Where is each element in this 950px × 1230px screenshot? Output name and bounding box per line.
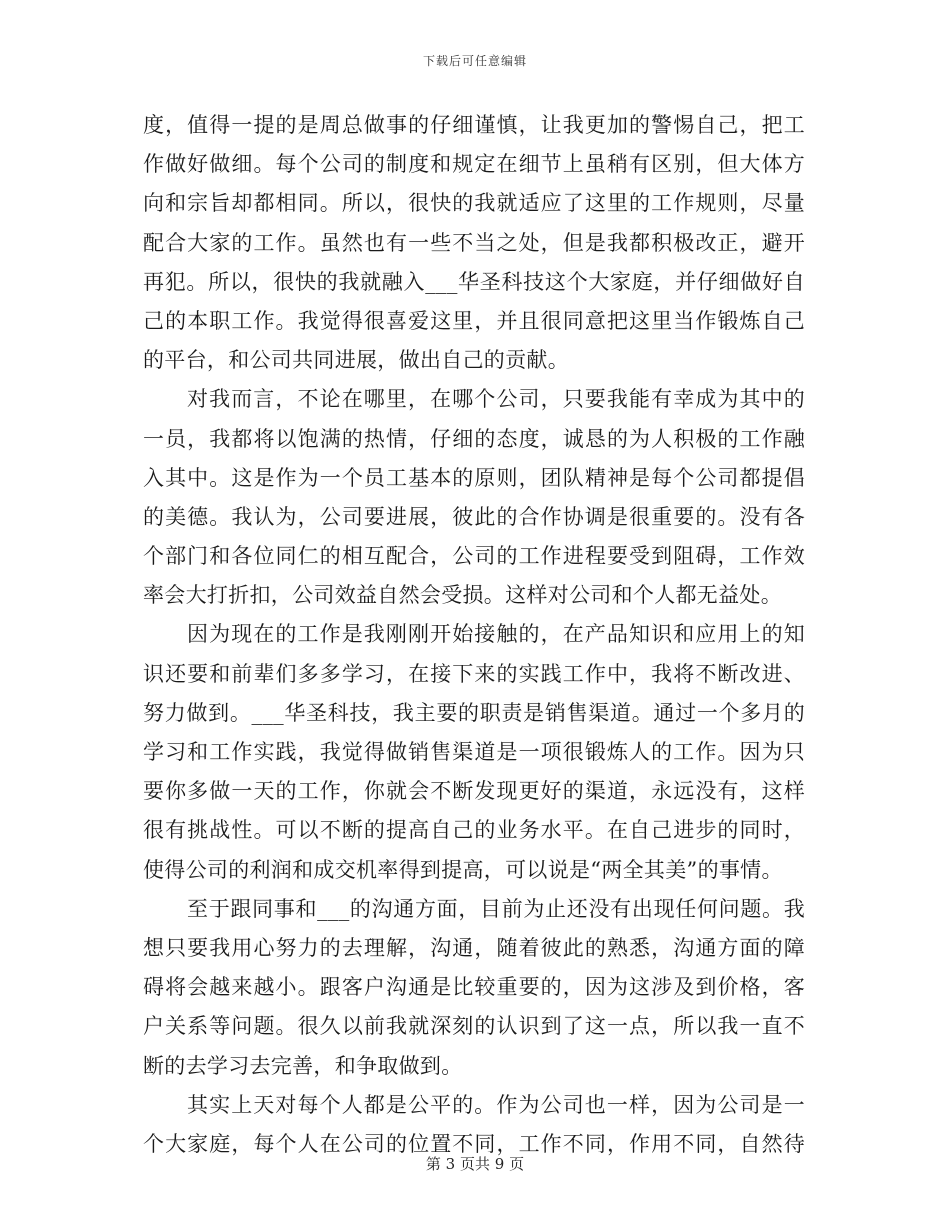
paragraph-4-line: 断的去学习去完善，和争取做到。 <box>143 1053 463 1078</box>
paragraph-5-line: 其实上天对每个人都是公平的。作为公司也一样，因为公司是一 <box>187 1092 805 1117</box>
paragraph-2-line: 一员，我都将以饱满的热情，仔细的态度，诚恳的为人积极的工作融 <box>143 426 805 451</box>
paragraph-4-line: 户关系等问题。很久以前我就深刻的认识到了这一点，所以我一直不 <box>143 1014 805 1039</box>
paragraph-1-line: 再犯。所以，很快的我就融入___华圣科技这个大家庭，并仔细做好自 <box>143 269 805 294</box>
paragraph-3-line: 识还要和前辈们多多学习，在接下来的实践工作中，我将不断改进、 <box>143 661 805 686</box>
page-header: 下载后可任意编辑 <box>422 54 527 68</box>
paragraph-2-line: 对我而言，不论在哪里，在哪个公司，只要我能有幸成为其中的 <box>187 387 805 412</box>
paragraph-3-line: 努力做到。___华圣科技，我主要的职责是销售渠道。通过一个多月的 <box>143 700 805 725</box>
paragraph-4-line: 想只要我用心努力的去理解，沟通，随着彼此的熟悉，沟通方面的障 <box>143 935 805 960</box>
paragraph-1-line: 度，值得一提的是周总做事的仔细谨慎，让我更加的警惕自己，把工 <box>143 113 805 137</box>
paragraph-3-line: 很有挑战性。可以不断的提高自己的业务水平。在自己进步的同时， <box>143 818 805 843</box>
paragraph-3-line: 使得公司的利润和成交机率得到提高，可以说是“两全其美”的事情。 <box>143 857 783 882</box>
paragraph-5-line: 个大家庭，每个人在公司的位置不同，工作不同，作用不同，自然待 <box>143 1131 805 1156</box>
paragraph-1-line: 向和宗旨却都相同。所以，很快的我就适应了这里的工作规则，尽量 <box>143 191 805 216</box>
document-body <box>143 106 805 1164</box>
paragraph-4-line: 至于跟同事和___的沟通方面，目前为止还没有出现任何问题。我 <box>187 896 805 921</box>
paragraph-2-line: 的美德。我认为，公司要进展，彼此的合作协调是很重要的。没有各 <box>143 504 805 529</box>
paragraph-4-line: 碍将会越来越小。跟客户沟通是比较重要的，因为这涉及到价格，客 <box>143 975 805 1000</box>
paragraph-1-line: 配合大家的工作。虽然也有一些不当之处，但是我都积极改正，避开 <box>143 230 805 255</box>
paragraph-2-line: 入其中。这是作为一个员工基本的原则，团队精神是每个公司都提倡 <box>143 465 805 490</box>
paragraph-3-line: 因为现在的工作是我刚刚开始接触的，在产品知识和应用上的知 <box>187 622 805 647</box>
paragraph-2-line: 个部门和各位同仁的相互配合，公司的工作进程要受到阻碍，工作效 <box>143 544 805 569</box>
paragraph-1-line: 的平台，和公司共同进展，做出自己的贡献。 <box>143 348 569 373</box>
page-footer: 第 3 页共 9 页 <box>425 1155 525 1173</box>
paragraph-1-line: 作做好做细。每个公司的制度和规定在细节上虽稍有区别，但大体方 <box>143 152 805 177</box>
paragraph-3-line: 要你多做一天的工作，你就会不断发现更好的渠道，永远没有，这样 <box>143 779 805 804</box>
paragraph-1-line: 己的本职工作。我觉得很喜爱这里，并且很同意把这里当作锻炼自己 <box>143 308 805 333</box>
paragraph-2-line: 率会大打折扣，公司效益自然会受损。这样对公司和个人都无益处。 <box>143 583 782 608</box>
paragraph-3-line: 学习和工作实践，我觉得做销售渠道是一项很锻炼人的工作。因为只 <box>143 740 805 764</box>
